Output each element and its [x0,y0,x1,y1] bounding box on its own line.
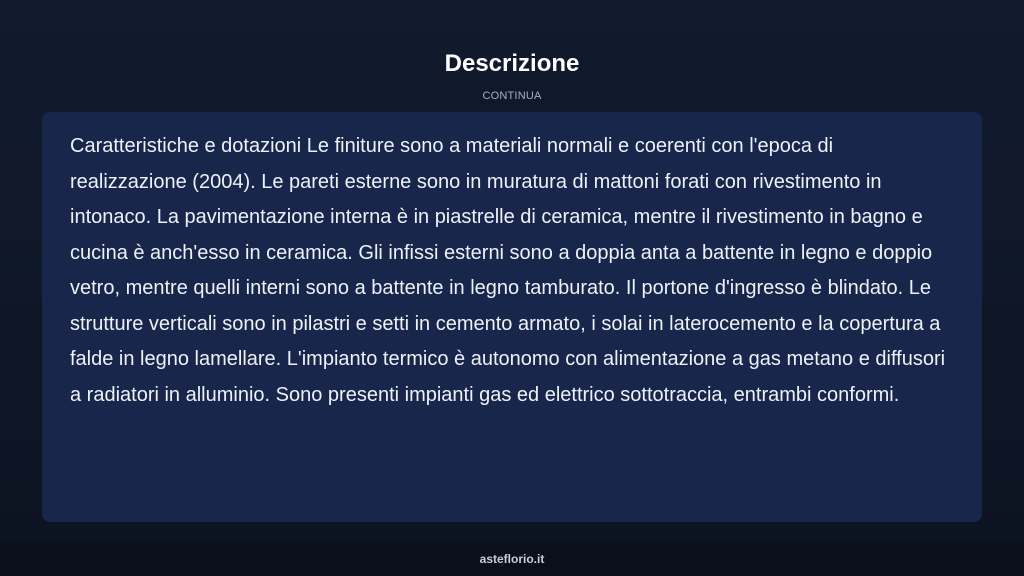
description-card [42,112,982,522]
subtitle-continua: CONTINUA [482,90,542,102]
footer-brand: asteflorio.it [479,552,545,566]
description-text: Caratteristiche e dotazioni Le finiture sono a materiali normali e coerenti con l'epoca di realizzazione (2004). Le pareti esterne sono in muratura di mattoni forati con rivestimento in intonaco. La pavimentazione interna è in piastrelle di ceramica, mentre il rivestimento in bagno e cucina è anch'esso in ceramica. Gli infissi esterni sono a doppia anta a battente in legno e doppio vetro, mentre quelli interni sono a battente in legno tamburato. Il portone d'ingresso è blindato. Le strutture verticali sono in pilastri e setti in cemento armato, i solai in laterocemento e la copertura a falde in legno lamellare. L'impianto termico è autonomo con alimentazione a gas metano e diffusori a radiatori in alluminio. Sono presenti impianti gas ed elettrico sottotraccia, entrambi conformi. [70,135,946,406]
footer [0,543,1024,576]
page-title: Descrizione [444,50,580,77]
